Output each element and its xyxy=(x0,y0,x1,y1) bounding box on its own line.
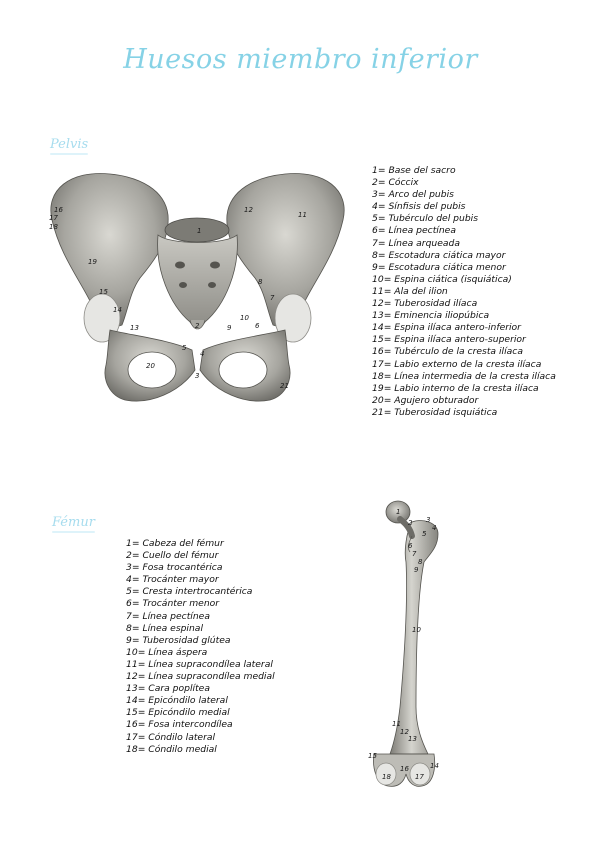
pelvis-legend-item: 10= Espina ciática (isquiática) xyxy=(372,273,512,285)
femur-legend-item: 3= Fosa trocantérica xyxy=(126,562,223,574)
pelvis-svg xyxy=(40,160,355,420)
femur-num-14: 14 xyxy=(430,762,439,770)
pelvis-legend-item: 9= Escotadura ciática menor xyxy=(372,261,506,273)
femur-num-11: 11 xyxy=(392,720,401,728)
right-pubis-ischium xyxy=(200,330,290,401)
pelvis-legend-item: 17= Labio externo de la cresta ilíaca xyxy=(372,358,542,370)
femur-legend-item: 5= Cresta intertrocantérica xyxy=(126,586,253,598)
femur-num-2: 2 xyxy=(408,519,413,527)
page-title: Huesos miembro inferior xyxy=(123,44,478,75)
femur-num-4: 4 xyxy=(432,524,437,532)
femur-heading: Fémur xyxy=(52,515,95,530)
pelvis-num-4: 4 xyxy=(200,350,205,358)
femur-legend-item: 18= Cóndilo medial xyxy=(126,743,217,755)
femur-num-5: 5 xyxy=(422,530,427,538)
femur-num-10: 10 xyxy=(412,626,421,634)
pelvis-legend-item: 16= Tubérculo de la cresta ilíaca xyxy=(372,346,523,358)
pelvis-num-3: 3 xyxy=(195,372,200,380)
pelvis-num-15: 15 xyxy=(99,288,108,296)
femur-num-3: 3 xyxy=(426,516,431,524)
femur-legend-item: 9= Tuberosidad glútea xyxy=(126,634,231,646)
pelvis-num-11: 11 xyxy=(298,211,307,219)
pelvis-legend xyxy=(372,165,556,419)
femur-num-7: 7 xyxy=(412,550,417,558)
femur-legend-item: 1= Cabeza del fémur xyxy=(126,538,224,549)
pelvis-illustration xyxy=(40,160,355,420)
pelvis-num-9: 9 xyxy=(227,324,232,332)
pelvis-legend-item: 5= Tubérculo del pubis xyxy=(372,213,478,225)
pelvis-legend-item: 3= Arco del pubis xyxy=(372,189,454,201)
femur-num-17: 17 xyxy=(415,773,424,781)
femur-legend-item: 13= Cara poplítea xyxy=(126,683,210,695)
femur-legend-item: 11= Línea supracondílea lateral xyxy=(126,658,273,670)
pelvis-num-8: 8 xyxy=(258,278,263,286)
femur-num-8: 8 xyxy=(418,558,423,566)
femur-num-13: 13 xyxy=(408,735,417,743)
femur-legend-item: 2= Cuello del fémur xyxy=(126,550,219,562)
pelvis-legend-item: 2= Cóccix xyxy=(372,177,419,189)
pelvis-num-2: 2 xyxy=(195,322,200,330)
femur-num-15: 15 xyxy=(368,752,377,760)
pelvis-legend-item: 20= Agujero obturador xyxy=(372,394,479,406)
femur-legend-item: 12= Línea supracondílea medial xyxy=(126,671,275,683)
pelvis-legend-item: 1= Base del sacro xyxy=(372,165,456,176)
pelvis-num-20: 20 xyxy=(146,362,155,370)
pelvis-legend-item: 15= Espina ilíaca antero-superior xyxy=(372,334,526,346)
femur-legend-item: 16= Fosa intercondílea xyxy=(126,719,233,731)
pelvis-legend-item: 6= Línea pectínea xyxy=(372,225,456,237)
pelvis-legend-item: 21= Tuberosidad isquiática xyxy=(372,406,498,418)
femur-num-16: 16 xyxy=(400,765,409,773)
femur-svg xyxy=(350,492,450,797)
femur-legend-item: 4= Trocánter mayor xyxy=(126,574,219,586)
femur-legend-item: 8= Línea espinal xyxy=(126,622,203,634)
pelvis-legend-item: 8= Escotadura ciática mayor xyxy=(372,249,506,261)
pelvis-legend-item: 4= Sínfisis del pubis xyxy=(372,201,466,213)
femur-legend-item: 14= Epicóndilo lateral xyxy=(126,695,228,707)
pelvis-num-5: 5 xyxy=(182,344,187,352)
pelvis-num-12: 12 xyxy=(244,206,253,214)
pelvis-num-16: 16 xyxy=(54,206,63,214)
pelvis-legend-item: 18= Línea intermedia de la cresta ilíaca xyxy=(372,370,556,382)
pelvis-legend-item: 11= Ala del ilion xyxy=(372,285,448,297)
femur-legend-item: 15= Epicóndilo medial xyxy=(126,707,230,719)
pelvis-num-13: 13 xyxy=(130,324,139,332)
femur-illustration xyxy=(350,492,450,797)
pelvis-heading: Pelvis xyxy=(50,137,89,152)
pelvis-num-6: 6 xyxy=(255,322,260,330)
femur-legend-item: 7= Línea pectínea xyxy=(126,610,210,622)
femur-num-12: 12 xyxy=(400,728,409,736)
femur-num-6: 6 xyxy=(408,542,413,550)
femur-legend-item: 6= Trocánter menor xyxy=(126,598,220,610)
femur-bone xyxy=(374,501,438,786)
pelvis-legend-item: 14= Espina ilíaca antero-inferior xyxy=(372,322,521,334)
femur-legend-item: 17= Cóndilo lateral xyxy=(126,731,216,743)
pelvis-num-14: 14 xyxy=(113,306,122,314)
pelvis-legend-item: 19= Labio interno de la cresta ilíaca xyxy=(372,382,539,394)
pelvis-num-19: 19 xyxy=(88,258,97,266)
femur-legend-item: 10= Línea áspera xyxy=(126,646,208,658)
pelvis-num-21: 21 xyxy=(280,382,289,390)
pelvis-legend-item: 12= Tuberosidad ilíaca xyxy=(372,298,478,310)
pelvis-legend-item: 13= Eminencia iliopúbica xyxy=(372,310,490,322)
pelvis-num-7: 7 xyxy=(270,294,275,302)
femur-num-18: 18 xyxy=(382,773,391,781)
pelvis-legend-item: 7= Línea arqueada xyxy=(372,237,460,249)
femur-num-1: 1 xyxy=(396,508,401,516)
pelvis-num-17: 17 xyxy=(49,214,58,222)
femur-legend xyxy=(126,538,275,756)
pelvis-num-1: 1 xyxy=(197,227,202,235)
pelvis-num-10: 10 xyxy=(240,314,249,322)
femur-num-9: 9 xyxy=(414,566,419,574)
pelvis-num-18: 18 xyxy=(49,223,58,231)
